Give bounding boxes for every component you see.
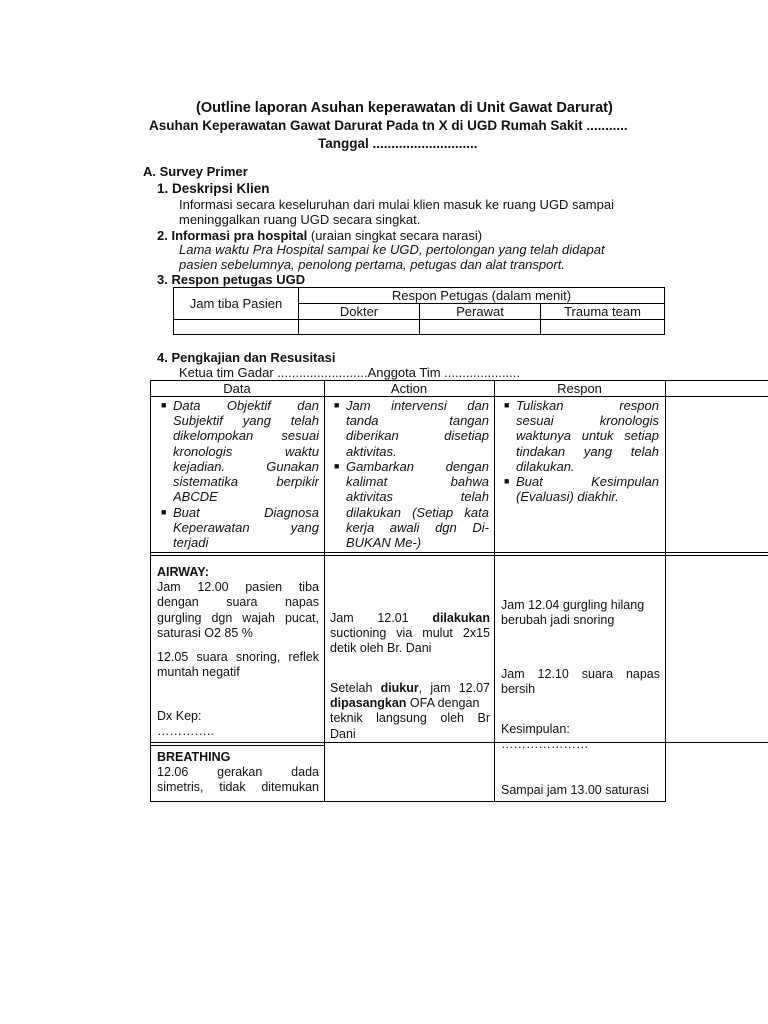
airway-dx: [157, 709, 319, 739]
airway-action1-line: detik oleh Br. Dani: [330, 641, 432, 656]
respon-bullet-1: [504, 398, 659, 474]
action-bullet-2-line: kerja awali dgn Di-: [346, 519, 489, 535]
airway-title: AIRWAY:: [157, 565, 209, 579]
airway-action2-line: [330, 681, 490, 696]
respon-bullet-1-line: sesuai kronologis: [516, 413, 659, 429]
airway-data2-line: muntah negatif: [157, 665, 240, 680]
data-bullet-1-line: ABCDE: [173, 489, 218, 505]
response-sub-perawat: Perawat: [420, 304, 541, 320]
item1-text-1: Informasi secara keseluruhan dari mulai klien masuk ke ruang UGD sampai: [179, 197, 614, 212]
breathing-title: BREATHING: [157, 750, 231, 764]
response-table: [173, 287, 665, 335]
airway-dx-label: Dx Kep:: [157, 709, 202, 723]
airway-action2-line: Dani: [330, 726, 356, 741]
airway-respon-2: [501, 667, 660, 697]
action-bullet-2-line: Gambarkan dengan: [346, 459, 489, 474]
airway-resp2-line: Jam 12.10 suara napas: [501, 667, 660, 681]
breathing-data-line: simetris, tidak ditemukan: [157, 780, 319, 795]
airway-data-2: [157, 650, 319, 680]
airway-resp2-line: bersih: [501, 682, 536, 697]
airway-resp3-dots: …………………: [501, 737, 589, 752]
bullet-icon: ■: [504, 476, 510, 486]
breathing-resp-line: Sampai jam 13.00 saturasi: [501, 783, 649, 797]
airway-respon-3: [501, 722, 663, 752]
item2-text-1: Lama waktu Pra Hospital sampai ke UGD, pertolongan yang telah didapat: [179, 242, 605, 257]
airway-action2-line: [330, 696, 490, 711]
doc-date: Tanggal ............................: [318, 136, 478, 151]
data-bullet-2-line: Keperawatan yang: [173, 520, 319, 536]
airway-data-line: saturasi O2 85 %: [157, 625, 253, 640]
col-header-data: Data: [223, 381, 251, 396]
col-header-action: Action: [390, 381, 428, 396]
airway-action-1: [330, 611, 490, 657]
breathing-data: [157, 750, 319, 796]
item2-text-2: pasien sebelumnya, penolong pertama, petugas dan alat transport.: [179, 257, 565, 272]
respon-bullet-2-line: Buat Kesimpulan: [516, 474, 659, 489]
respon-bullet-1-line: waktunya untuk setiap: [516, 428, 659, 444]
table-rule-2b: [150, 745, 325, 746]
breathing-respon: [501, 783, 665, 798]
response-sub-dokter: Dokter: [299, 304, 420, 320]
action-bullet-2: [334, 459, 489, 550]
airway-action2-verb: diukur: [380, 681, 419, 695]
action-bullet-2-line: BUKAN Me-): [346, 534, 422, 550]
data-bullet-1-line: Data Objektif dan: [173, 398, 319, 413]
item4-text: Ketua tim Gadar .........................Anggota Tim .....................: [179, 365, 521, 380]
item1-title: 1. Deskripsi Klien: [157, 181, 270, 196]
response-col-jam: Jam tiba Pasien: [174, 288, 299, 320]
doc-subtitle: Asuhan Keperawatan Gawat Darurat Pada tn X di UGD Rumah Sakit ...........: [149, 118, 628, 133]
action-bullet-1-line: diberikan disetiap: [346, 428, 489, 444]
data-bullet-2-line: terjadi: [173, 535, 209, 551]
response-cell: [541, 320, 665, 335]
data-bullet-1-line: sistematika berpikir: [173, 473, 319, 489]
table-rule-2: [150, 742, 768, 743]
action-bullet-2-line: dilakukan (Setiap kata: [346, 504, 489, 520]
bullet-icon: ■: [334, 400, 340, 410]
airway-resp3-label: Kesimpulan:: [501, 722, 570, 736]
airway-data-line: Jam 12.00 pasien tiba: [157, 580, 319, 595]
table-header-rule: [150, 396, 768, 397]
airway-action1-line: [330, 611, 490, 626]
data-bullet-2: [161, 505, 319, 551]
data-bullet-1-line: kejadian. Gunakan: [173, 458, 319, 474]
response-group-header: Respon Petugas (dalam menit): [299, 288, 665, 304]
respon-bullet-2-line: (Evaluasi) diakhir.: [516, 489, 619, 505]
respon-bullet-1-line: tindakan yang telah: [516, 443, 659, 459]
item2-title: 2. Informasi pra hospital: [157, 228, 308, 243]
airway-dx-dots: …………..: [157, 724, 214, 739]
item3-title: 3. Respon petugas UGD: [157, 272, 306, 287]
airway-action2-time: , jam 12.07: [418, 681, 490, 695]
table-rule-1: [150, 552, 768, 553]
data-bullet-2-line: Buat Diagnosa: [173, 505, 319, 520]
table-col-2: [324, 380, 325, 802]
respon-bullet-2: [504, 474, 659, 505]
item2-note: (uraian singkat secara narasi): [307, 228, 483, 243]
data-bullet-1-line: kronologis waktu: [173, 443, 319, 459]
item1-text-2: meninggalkan ruang UGD secara singkat.: [179, 212, 421, 227]
airway-action2-verb2: dipasangkan: [330, 696, 407, 711]
col-header-respon: Respon: [557, 381, 602, 396]
data-bullet-1-line: dikelompokan sesuai: [173, 428, 319, 444]
breathing-data-line: 12.06 gerakan dada: [157, 765, 319, 780]
table-rule-1b: [150, 555, 768, 556]
response-cell: [299, 320, 420, 335]
action-bullet-2-line: aktivitas telah: [346, 489, 489, 505]
data-bullet-1-line: Subjektif yang telah: [173, 413, 319, 429]
airway-action2-rest: OFA dengan: [406, 696, 480, 711]
airway-action2-line: teknik langsung oleh Br: [330, 711, 490, 726]
airway-data: [157, 565, 319, 641]
item4-title: 4. Pengkajian dan Resusitasi: [157, 350, 336, 365]
action-bullet-1-line: aktivitas.: [346, 443, 397, 459]
table-col-3: [494, 380, 495, 802]
airway-resp1-line: Jam 12.04 gurgling hilang: [501, 598, 645, 612]
doc-title: (Outline laporan Asuhan keperawatan di Unit Gawat Darurat): [196, 100, 613, 116]
airway-action1-verb: dilakukan: [432, 611, 490, 625]
table-rule-bottom: [150, 801, 666, 802]
respon-bullet-1-line: Tuliskan respon: [516, 398, 659, 413]
data-bullet-1: [161, 398, 319, 505]
action-bullet-1-line: Jam intervensi dan: [346, 398, 489, 413]
airway-action-2: [330, 681, 490, 742]
table-col-left: [150, 380, 151, 802]
response-sub-trauma: Trauma team: [541, 304, 665, 320]
airway-data-line: gurgling dgn wajah pucat,: [157, 610, 319, 625]
airway-data-line: dengan suara napas: [157, 595, 319, 610]
section-heading: A. Survey Primer: [143, 164, 248, 179]
respon-bullet-1-line: dilakukan.: [516, 458, 575, 474]
action-bullet-1-line: tanda tangan: [346, 413, 489, 429]
bullet-icon: ■: [334, 461, 340, 471]
airway-action1-line: suctioning via mulut 2x15: [330, 626, 490, 641]
airway-action1-time: Jam 12.01: [330, 611, 433, 625]
airway-action2-pre: Setelah: [330, 681, 381, 695]
airway-respon-1: [501, 598, 663, 628]
airway-resp1-line: berubah jadi snoring: [501, 613, 615, 628]
response-cell: [420, 320, 541, 335]
bullet-icon: ■: [504, 400, 510, 410]
bullet-icon: ■: [161, 507, 167, 517]
action-bullet-2-line: kalimat bahwa: [346, 474, 489, 490]
action-bullet-1: [334, 398, 489, 459]
table-col-right: [665, 380, 666, 802]
response-cell: [174, 320, 299, 335]
airway-data2-line: 12.05 suara snoring, reflek: [157, 650, 319, 664]
bullet-icon: ■: [161, 400, 167, 410]
